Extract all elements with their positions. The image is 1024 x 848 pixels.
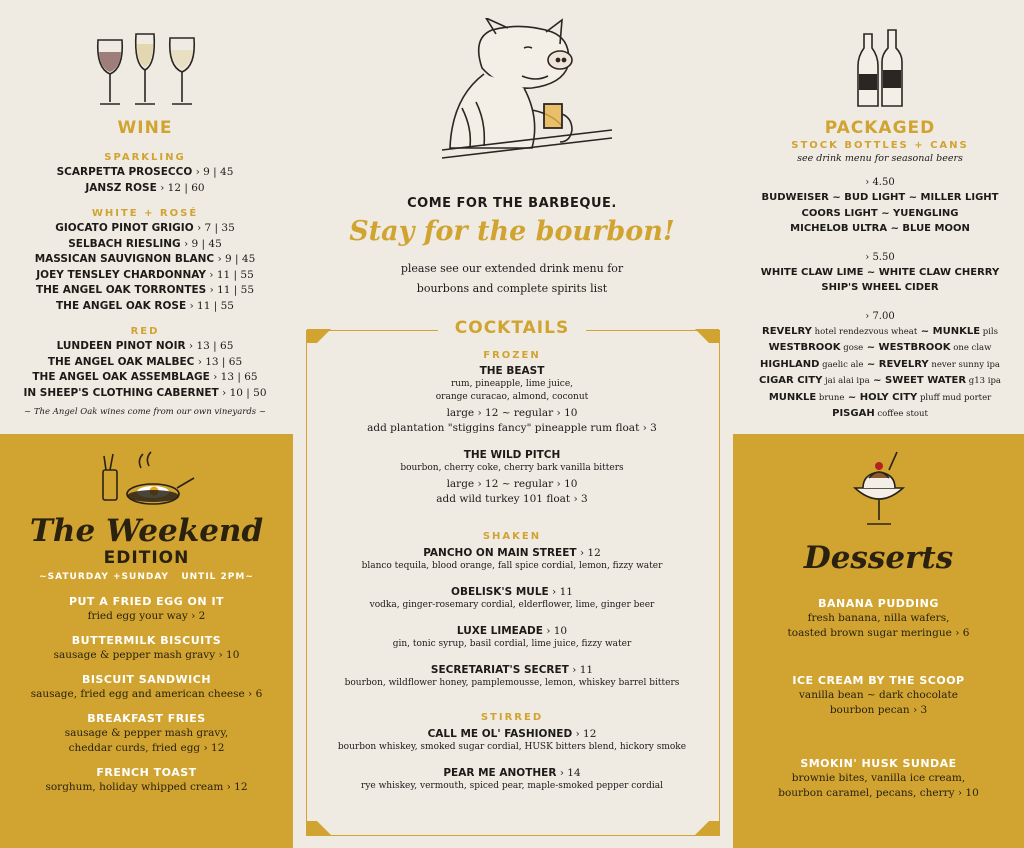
sparkling-label: SPARKLING bbox=[104, 152, 186, 163]
packaged-title: PACKAGED bbox=[824, 118, 936, 138]
center-header bbox=[306, 18, 718, 299]
shaken-label: SHAKEN bbox=[482, 531, 542, 542]
stirred-label: STIRRED bbox=[480, 712, 544, 723]
cocktail-name: CALL ME OL' FASHIONED › 12 bbox=[427, 728, 597, 740]
beer-line: WHITE CLAW LIME ~ WHITE CLAW CHERRY bbox=[760, 266, 1000, 278]
cocktail-desc: gin, tonic syrup, basil cordial, lime juice, fizzy water bbox=[392, 639, 632, 649]
weekend-item-desc: cheddar curds, fried egg › 12 bbox=[68, 742, 225, 754]
dessert-desc: toasted brown sugar meringue › 6 bbox=[787, 627, 970, 639]
beer-line: CIGAR CITY jai alai ipa ~ SWEET WATER g13 ipa bbox=[759, 375, 1001, 386]
cocktail-desc: bourbon whiskey, smoked sugar cordial, HUSK bitters blend, hickory smoke bbox=[337, 742, 687, 752]
cocktail-desc: blanco tequila, blood orange, fall spice cordial, lemon, fizzy water bbox=[361, 561, 663, 571]
weekend-item-name: BREAKFAST FRIES bbox=[87, 712, 206, 725]
cocktail-name: OBELISK'S MULE › 11 bbox=[451, 586, 573, 598]
cocktails-title bbox=[438, 318, 586, 338]
wine-item: SCARPETTA PROSECCO › 9 | 45 bbox=[56, 166, 234, 178]
beer-line: MUNKLE brune ~ HOLY CITY pluff mud porter bbox=[768, 391, 992, 403]
cocktail-addon: add wild turkey 101 float › 3 bbox=[436, 493, 588, 505]
dessert-desc: bourbon pecan › 3 bbox=[829, 704, 928, 716]
wine-glasses-icon bbox=[90, 28, 200, 112]
beer-line: COORS LIGHT ~ YUENGLING bbox=[801, 207, 959, 219]
extended-menu-note bbox=[306, 259, 718, 299]
script-tagline: Stay for the bourbon! bbox=[349, 216, 675, 247]
weekend-hours: ~SATURDAY +SUNDAY UNTIL 2PM~ bbox=[39, 572, 254, 582]
dessert-desc: brownie bites, vanilla ice cream, bbox=[791, 772, 966, 784]
weekend-item-desc: sausage & pepper mash gravy, bbox=[64, 727, 229, 739]
cocktail-name: LUXE LIMEADE › 10 bbox=[456, 625, 568, 637]
pig-drinking-icon bbox=[412, 18, 612, 168]
white-rose-label: WHITE + ROSÉ bbox=[91, 208, 199, 219]
cocktail-name: THE BEAST bbox=[479, 365, 545, 377]
red-label: RED bbox=[130, 326, 160, 337]
wine-item: THE ANGEL OAK MALBEC › 13 | 65 bbox=[47, 355, 243, 368]
desserts-panel bbox=[733, 434, 1024, 848]
weekend-item-desc: fried egg your way › 2 bbox=[87, 610, 206, 622]
cocktail-addon: add plantation "stiggins fancy" pineapple rum float › 3 bbox=[367, 422, 657, 434]
wine-item: MASSICAN SAUVIGNON BLANC › 9 | 45 bbox=[34, 253, 256, 265]
cocktail-desc: vodka, ginger-rosemary cordial, elderflower, lime, ginger beer bbox=[369, 600, 655, 610]
wine-item: LUNDEEN PINOT NOIR › 13 | 65 bbox=[56, 340, 234, 352]
cocktail-desc: rum, pineapple, lime juice, bbox=[450, 379, 574, 389]
wine-item: JANSZ ROSE › 12 | 60 bbox=[85, 181, 205, 194]
wine-item: THE ANGEL OAK ASSEMBLAGE › 13 | 65 bbox=[32, 371, 258, 383]
cocktail-desc: bourbon, cherry coke, cherry bark vanilla bitters bbox=[400, 463, 624, 473]
wine-title: WINE bbox=[117, 118, 173, 138]
weekend-item-desc: sorghum, holiday whipped cream › 12 bbox=[45, 781, 248, 793]
weekend-item-name: BISCUIT SANDWICH bbox=[81, 673, 212, 686]
wine-section bbox=[0, 28, 290, 417]
wine-item: THE ANGEL OAK ROSE › 11 | 55 bbox=[56, 299, 234, 312]
packaged-section bbox=[736, 26, 1024, 423]
packaged-subtitle: STOCK BOTTLES + CANS bbox=[791, 140, 969, 151]
sparkling-list bbox=[0, 165, 290, 196]
wine-item: JOEY TENSLEY CHARDONNAY › 11 | 55 bbox=[36, 268, 254, 281]
dessert-name: BANANA PUDDING bbox=[818, 597, 939, 610]
cocktail-desc: rye whiskey, vermouth, spiced pear, maple-smoked pepper cordial bbox=[361, 781, 663, 791]
cocktails-title-text: COCKTAILS bbox=[454, 318, 570, 338]
price-tier: › 7.00 bbox=[865, 310, 895, 322]
cocktail-desc: bourbon, wildflower honey, pamplemousse, lemon, whiskey barrel bitters bbox=[344, 678, 680, 688]
weekend-panel bbox=[0, 434, 293, 848]
dessert-name: SMOKIN' HUSK SUNDAE bbox=[800, 757, 957, 770]
wine-item: THE ANGEL OAK TORRONTES › 11 | 55 bbox=[35, 284, 255, 296]
cocktail-name: PANCHO ON MAIN STREET › 12 bbox=[423, 547, 601, 559]
red-list bbox=[0, 339, 290, 401]
wine-item: SELBACH RIESLING › 9 | 45 bbox=[68, 237, 222, 250]
dessert-desc: vanilla bean ~ dark chocolate bbox=[799, 689, 958, 701]
cocktail-desc: orange curacao, almond, coconut bbox=[435, 392, 589, 402]
weekend-item-desc: sausage, fried egg and american cheese › 6 bbox=[30, 688, 263, 700]
tagline: COME FOR THE BARBEQUE. bbox=[407, 196, 617, 211]
dessert-desc: bourbon caramel, pecans, cherry › 10 bbox=[778, 787, 979, 799]
bottles-icon bbox=[850, 26, 910, 110]
weekend-edition: EDITION bbox=[103, 548, 190, 568]
beer-line: SHIP'S WHEEL CIDER bbox=[821, 282, 939, 293]
desserts-title: Desserts bbox=[803, 540, 954, 576]
corner-ornament bbox=[695, 811, 719, 835]
beer-line: WESTBROOK gose ~ WESTBROOK one claw bbox=[768, 342, 992, 353]
packaged-note: see drink menu for seasonal beers bbox=[797, 153, 963, 164]
note-line: please see our extended drink menu for bbox=[400, 262, 624, 275]
weekend-item-name: FRENCH TOAST bbox=[96, 766, 197, 779]
frozen-label: FROZEN bbox=[483, 350, 541, 361]
weekend-item-desc: sausage & pepper mash gravy › 10 bbox=[53, 649, 240, 661]
white-rose-list bbox=[0, 221, 290, 314]
cocktail-name: THE WILD PITCH bbox=[463, 449, 561, 461]
beer-line: BUDWEISER ~ BUD LIGHT ~ MILLER LIGHT bbox=[761, 192, 999, 203]
corner-ornament bbox=[307, 811, 331, 835]
beer-line: MICHELOB ULTRA ~ BLUE MOON bbox=[790, 223, 970, 234]
weekend-title: The Weekend bbox=[29, 513, 264, 549]
weekend-item-name: BUTTERMILK BISCUITS bbox=[71, 634, 222, 647]
beer-line: HIGHLAND gaelic ale ~ REVELRY never sunny ipa bbox=[760, 358, 1000, 370]
wine-item: IN SHEEP'S CLOTHING CABERNET › 10 | 50 bbox=[23, 386, 267, 399]
angel-oak-note: ~ The Angel Oak wines come from our own vineyards ~ bbox=[24, 407, 266, 417]
cocktail-sizes: large › 12 ~ regular › 10 bbox=[446, 407, 578, 419]
cocktail-name: PEAR ME ANOTHER › 14 bbox=[443, 767, 581, 779]
cocktail-sizes: large › 12 ~ regular › 10 bbox=[446, 478, 578, 490]
cocktail-name: SECRETARIAT'S SECRET › 11 bbox=[430, 664, 594, 676]
dessert-name: ICE CREAM BY THE SCOOP bbox=[792, 674, 965, 687]
price-tier: › 5.50 bbox=[865, 251, 895, 263]
weekend-item-name: PUT A FRIED EGG ON IT bbox=[68, 595, 225, 608]
note-line: bourbons and complete spirits list bbox=[416, 282, 608, 295]
sundae-icon bbox=[849, 448, 909, 534]
skillet-egg-icon bbox=[97, 448, 197, 512]
cocktails-content bbox=[306, 348, 718, 793]
wine-item: GIOCATO PINOT GRIGIO › 7 | 35 bbox=[55, 222, 235, 234]
dessert-desc: fresh banana, nilla wafers, bbox=[807, 612, 950, 624]
beer-line: PISGAH coffee stout bbox=[832, 408, 928, 419]
price-tier: › 4.50 bbox=[865, 177, 895, 188]
beer-line: REVELRY hotel rendezvous wheat ~ MUNKLE pils bbox=[762, 325, 998, 337]
